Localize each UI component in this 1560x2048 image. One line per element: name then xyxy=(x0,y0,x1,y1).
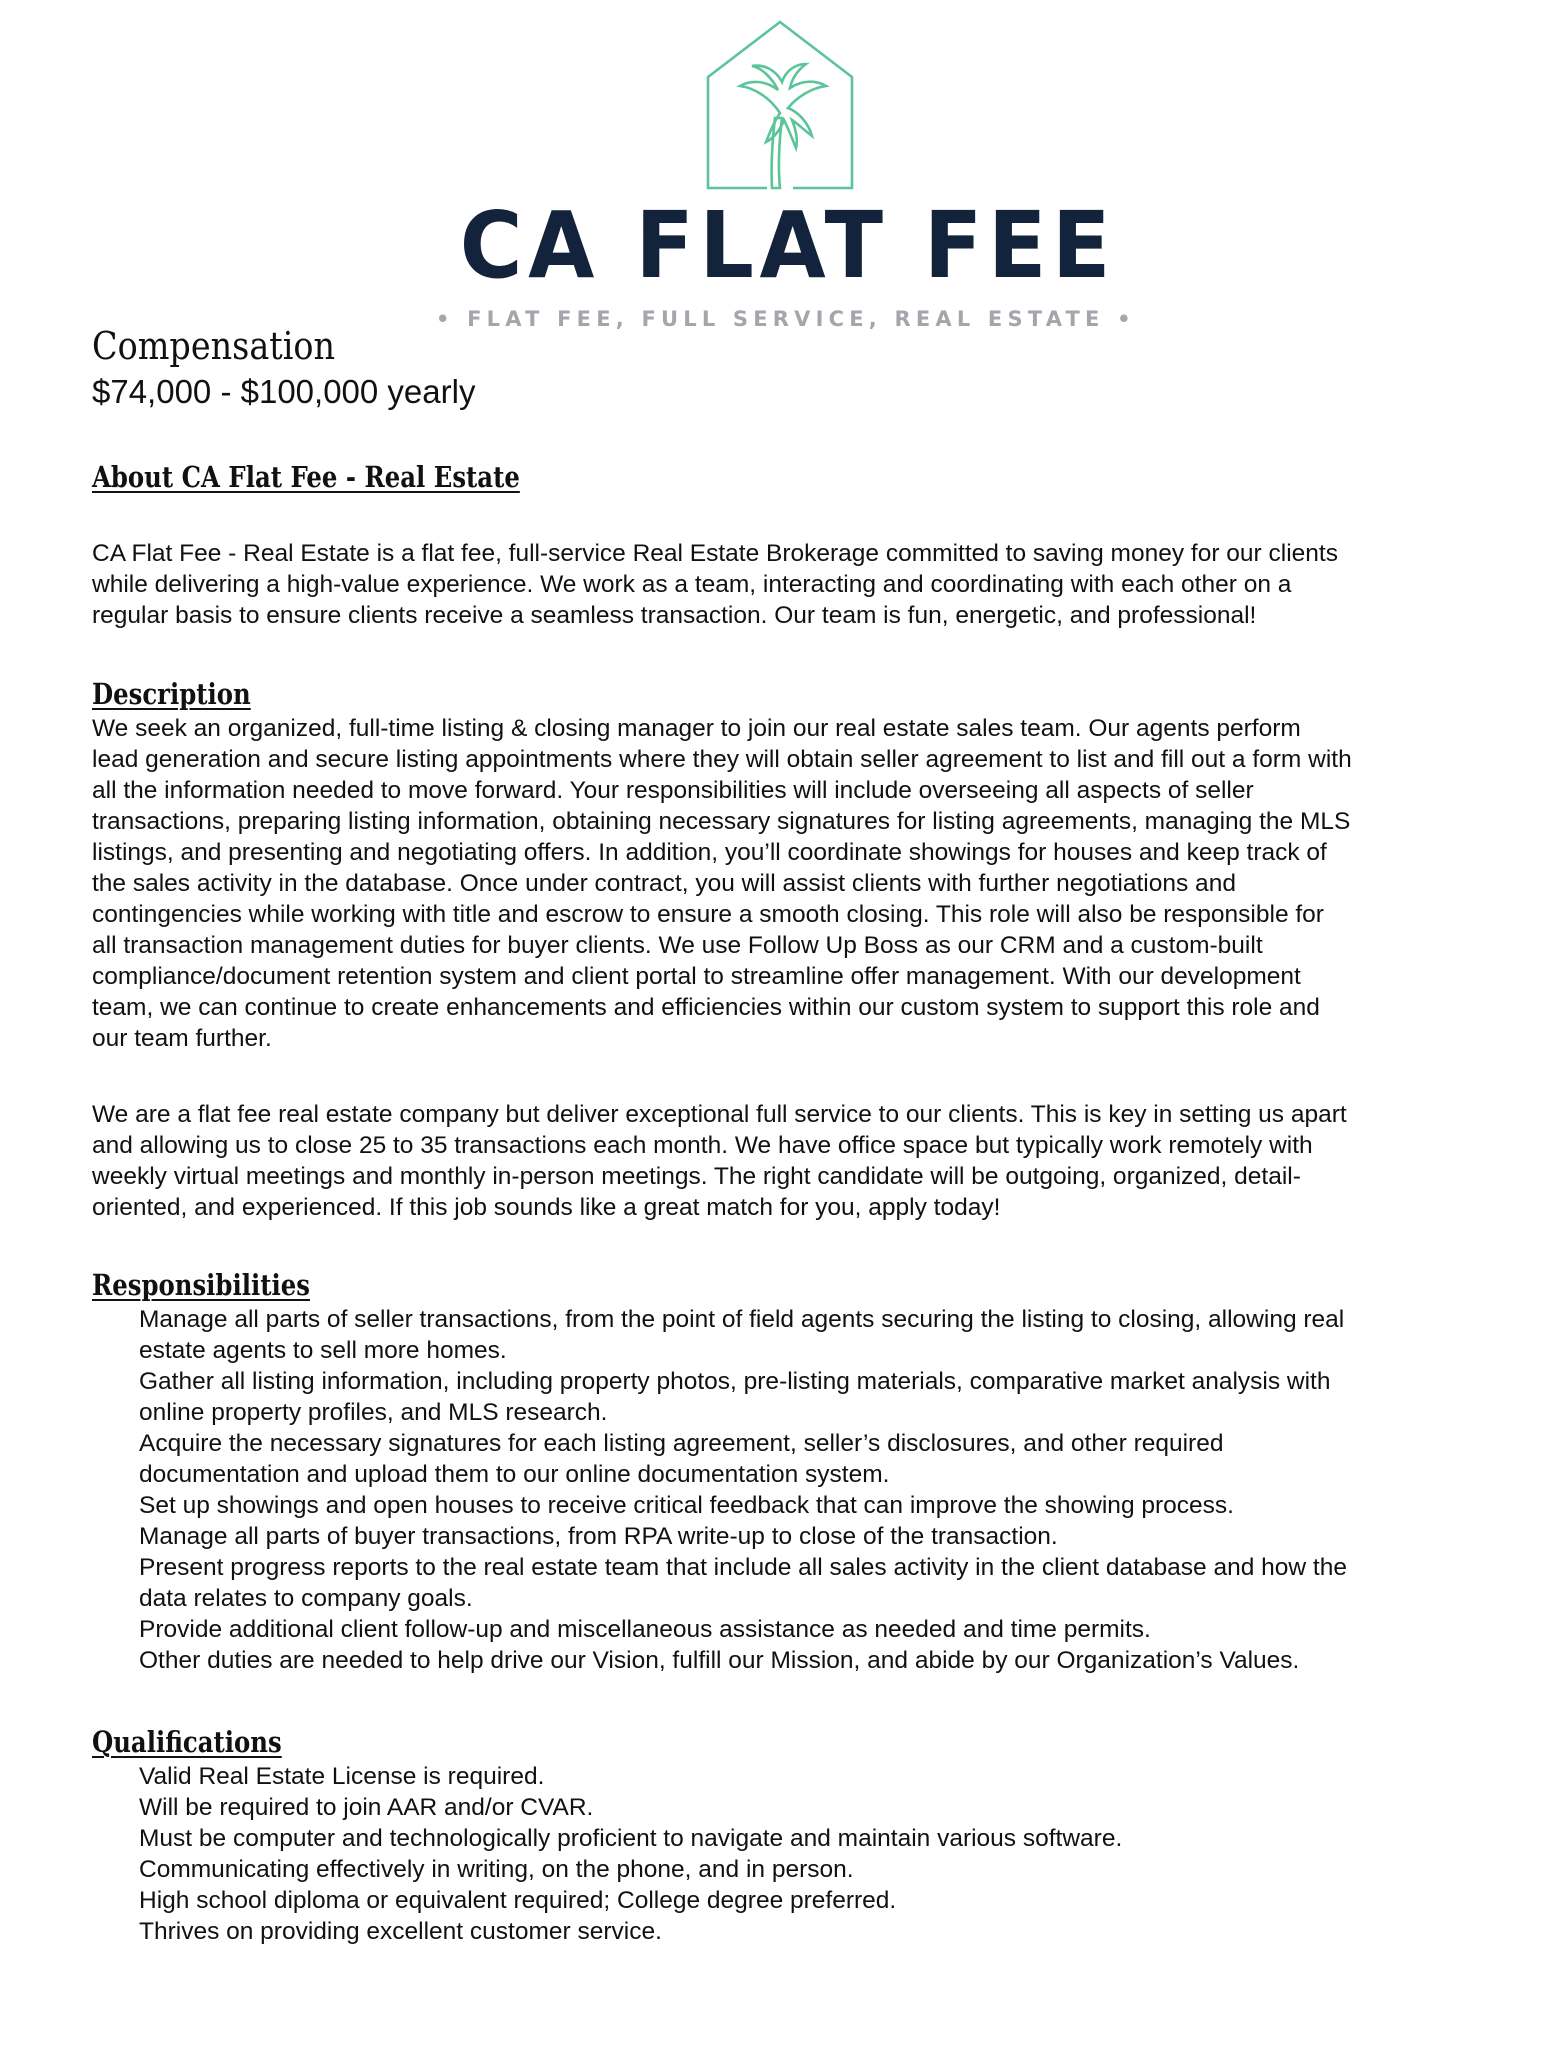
description-line: all the information needed to move forward. Your responsibilities will include overseeing all aspects of seller xyxy=(92,777,1254,804)
description-line: We seek an organized, full-time listing & closing manager to join our real estate sales team. Our agents perform xyxy=(92,715,1301,742)
description-line: compliance/document retention system and client portal to streamline offer management. With our development xyxy=(92,963,1301,990)
qualification-item: High school diploma or equivalent required; College degree preferred. xyxy=(139,1887,897,1914)
description-line: and allowing us to close 25 to 35 transactions each month. We have office space but typically work remotely with xyxy=(92,1132,1313,1159)
about-line: regular basis to ensure clients receive a seamless transaction. Our team is fun, energetic, and professional! xyxy=(92,602,1257,629)
description-heading: Description xyxy=(92,677,251,711)
responsibility-item: data relates to company goals. xyxy=(139,1585,473,1612)
qualification-item: Will be required to join AAR and/or CVAR. xyxy=(139,1794,594,1821)
responsibility-item: Other duties are needed to help drive our Vision, fulfill our Mission, and abide by our Organization’s Values. xyxy=(139,1647,1300,1674)
about-line: CA Flat Fee - Real Estate is a flat fee, full-service Real Estate Brokerage committed to saving money for our clients xyxy=(92,540,1338,567)
responsibility-item: Gather all listing information, including property photos, pre-listing materials, comparative market analysis with xyxy=(139,1368,1331,1395)
responsibility-item: Manage all parts of seller transactions, from the point of field agents securing the listing to closing, allowing real xyxy=(139,1306,1345,1333)
responsibility-item: online property profiles, and MLS research. xyxy=(139,1399,608,1426)
house-palm-tree-icon xyxy=(700,18,860,192)
qualification-item: Thrives on providing excellent customer service. xyxy=(139,1918,662,1945)
qualification-item: Must be computer and technologically proficient to navigate and maintain various software. xyxy=(139,1825,1123,1852)
responsibility-item: documentation and upload them to our online documentation system. xyxy=(139,1461,890,1488)
responsibility-item: Provide additional client follow-up and miscellaneous assistance as needed and time permits. xyxy=(139,1616,1151,1643)
company-tagline: • FLAT FEE, FULL SERVICE, REAL ESTATE • xyxy=(436,307,1136,331)
description-line: We are a flat fee real estate company but deliver exceptional full service to our clients. This is key in setting us apart xyxy=(92,1101,1347,1128)
description-line: all transaction management duties for buyer clients. We use Follow Up Boss as our CRM and a custom-built xyxy=(92,932,1263,959)
description-line: transactions, preparing listing information, obtaining necessary signatures for listing agreements, managing the MLS xyxy=(92,808,1351,835)
responsibility-item: Set up showings and open houses to receive critical feedback that can improve the showing process. xyxy=(139,1492,1234,1519)
about-heading: About CA Flat Fee - Real Estate xyxy=(92,460,520,494)
responsibility-item: Manage all parts of buyer transactions, from RPA write-up to close of the transaction. xyxy=(139,1523,1058,1550)
about-line: while delivering a high-value experience. We work as a team, interacting and coordinating with each other on a xyxy=(92,571,1292,598)
description-line: weekly virtual meetings and monthly in-person meetings. The right candidate will be outgoing, organized, detail- xyxy=(92,1163,1301,1190)
description-line: team, we can continue to create enhancements and efficiencies within our custom system to support this role and xyxy=(92,994,1320,1021)
compensation-title: Compensation xyxy=(92,324,336,368)
description-line: the sales activity in the database. Once under contract, you will assist clients with further negotiations and xyxy=(92,870,1236,897)
qualification-item: Communicating effectively in writing, on the phone, and in person. xyxy=(139,1856,854,1883)
company-wordmark: CA FLAT FEE xyxy=(459,192,1117,299)
description-line: listings, and presenting and negotiating offers. In addition, you’ll coordinate showings for houses and keep track of xyxy=(92,839,1327,866)
description-line: contingencies while working with title and escrow to ensure a smooth closing. This role will also be responsible for xyxy=(92,901,1324,928)
qualifications-heading: Qualifications xyxy=(92,1725,282,1759)
qualification-item: Valid Real Estate License is required. xyxy=(139,1763,545,1790)
responsibility-item: Acquire the necessary signatures for each listing agreement, seller’s disclosures, and other required xyxy=(139,1430,1224,1457)
description-line: lead generation and secure listing appointments where they will obtain seller agreement to list and fill out a form with xyxy=(92,746,1352,773)
description-line: oriented, and experienced. If this job sounds like a great match for you, apply today! xyxy=(92,1194,1001,1221)
compensation-value: $74,000 - $100,000 yearly xyxy=(92,373,476,410)
responsibilities-heading: Responsibilities xyxy=(92,1268,310,1302)
responsibility-item: Present progress reports to the real estate team that include all sales activity in the client database and how the xyxy=(139,1554,1347,1581)
description-line: our team further. xyxy=(92,1025,272,1052)
responsibility-item: estate agents to sell more homes. xyxy=(139,1337,507,1364)
